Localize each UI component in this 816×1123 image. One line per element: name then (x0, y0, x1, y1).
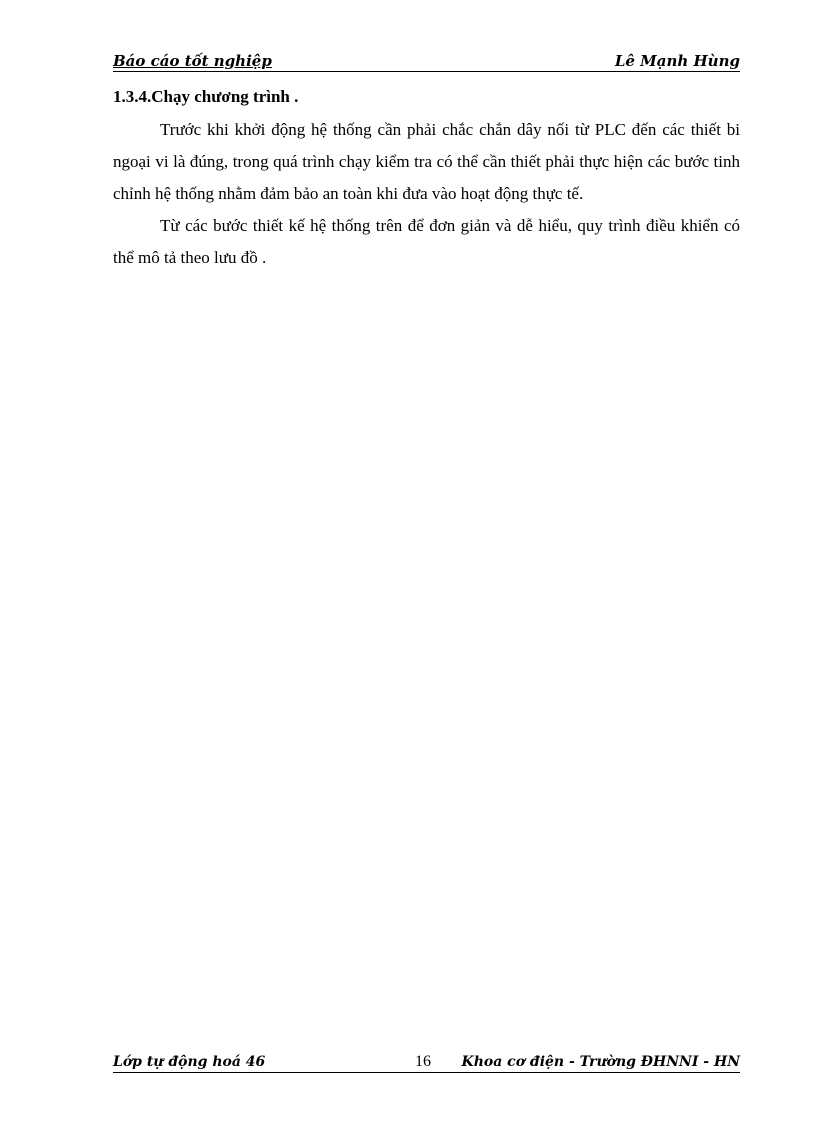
footer-faculty-name: Khoa cơ điện - Trường ĐHNNI - HN (461, 1054, 740, 1070)
section-heading: 1.3.4.Chạy chương trình . (113, 87, 299, 106)
page-number: 16 (415, 1053, 431, 1070)
paragraph: Từ các bước thiết kế hệ thống trên để đơn giản và dễ hiểu, quy trình điều khiển có thể mô tả theo lưu đồ . (113, 216, 740, 267)
footer-class-name: Lớp tự động hoá 46 (113, 1054, 266, 1070)
page-footer (113, 1052, 740, 1073)
body-text (113, 114, 740, 274)
paragraph: Trước khi khởi động hệ thống cần phải chắc chắn dây nối từ PLC đến các thiết bi ngoại vi là đúng, trong quá trình chạy kiểm tra có thể cần thiết phải thực hiện các bước tinh chỉnh hệ thống nhằm đảm bảo an toàn khi đưa vào hoạt động thực tế. (113, 120, 740, 203)
page-header (113, 52, 740, 72)
header-document-title: Báo cáo tốt nghiệp (113, 52, 272, 70)
header-author-name: Lê Mạnh Hùng (614, 52, 740, 70)
